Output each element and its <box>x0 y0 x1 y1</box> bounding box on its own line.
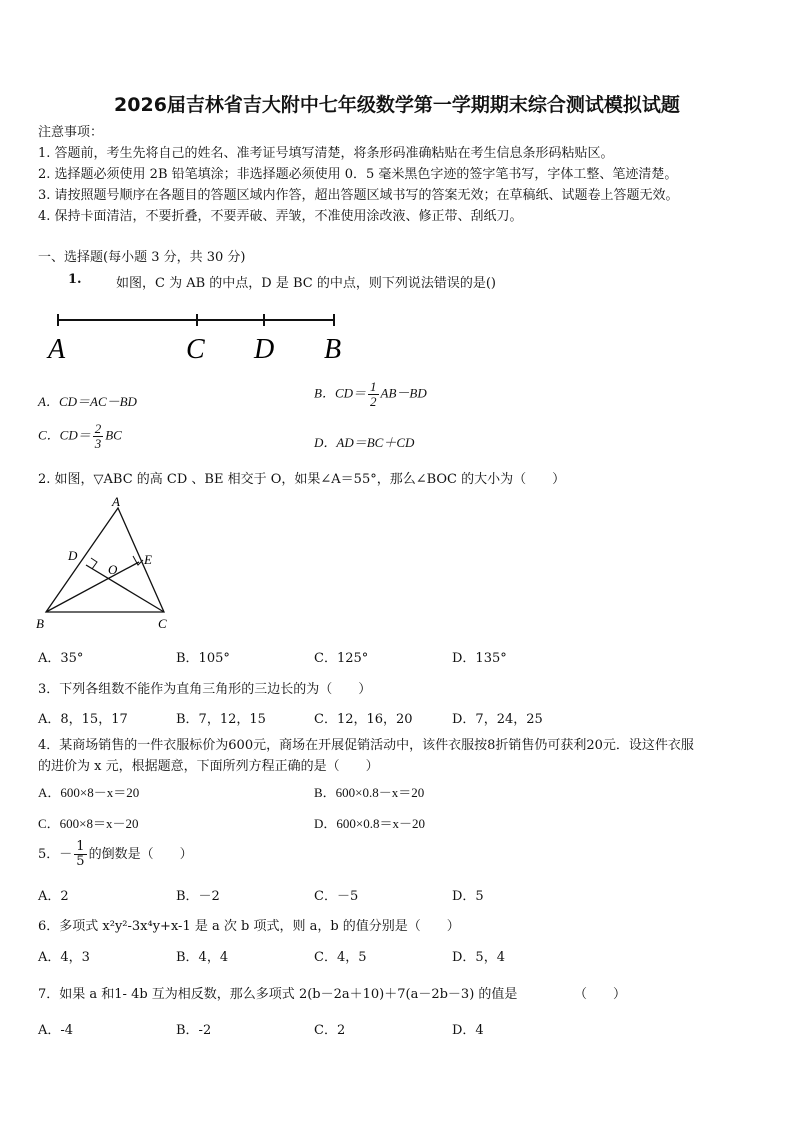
option-b: B．4，4 <box>176 950 229 965</box>
option-b: B．7，12，15 <box>176 712 266 727</box>
option-c: C．－5 <box>314 889 359 904</box>
question-stem <box>38 840 193 869</box>
fraction-denominator: 2 <box>370 394 377 409</box>
answer-paren: （ ） <box>574 987 627 1002</box>
point-label: D <box>254 334 275 365</box>
option-c: C．12，16，20 <box>314 712 413 727</box>
option-b <box>314 380 427 409</box>
question-stem: 7．如果 a 和1- 4b 互为相反数，那么多项式 2(b－2a＋10)＋7(a－2b－3) 的值是 <box>38 987 518 1002</box>
notice-item: 3. 请按照题号顺序在各题目的答题区域内作答，超出答题区域书写的答案无效；在草稿纸、试题卷上答题无效。 <box>38 188 679 203</box>
question-stem: 6．多项式 x²y²-3x⁴y+x-1 是 a 次 b 项式，则 a，b 的值分别是（ ） <box>38 919 460 934</box>
option-a: A．4，3 <box>38 950 90 965</box>
fraction <box>368 380 379 409</box>
stem-prefix: 5．－ <box>38 847 73 862</box>
option-b: B．-2 <box>176 1023 212 1038</box>
fraction-numerator: 2 <box>94 421 102 436</box>
option-a: A．CD＝AC－BD <box>38 394 137 409</box>
option-a: A．8，15，17 <box>38 712 128 727</box>
fraction-denominator: 5 <box>76 854 85 869</box>
option-b: B．105° <box>176 651 230 666</box>
notice-heading: 注意事项： <box>38 125 104 140</box>
question-stem: 如图，C 为 AB 的中点，D 是 BC 的中点，则下列说法错误的是() <box>116 276 496 291</box>
notice-item: 1. 答题前，考生先将自己的姓名、准考证号填写清楚，将条形码准确粘贴在考生信息条形码粘贴区。 <box>38 146 614 161</box>
point-label: B <box>324 334 342 365</box>
section-heading: 一、选择题(每小题 3 分，共 30 分) <box>38 250 246 265</box>
option-b: B．－2 <box>176 889 220 904</box>
option-d: D．600×0.8＝x－20 <box>314 816 425 831</box>
vertex-label: E <box>144 552 152 567</box>
option-b: B．600×0.8－x＝20 <box>314 785 425 800</box>
option-c-prefix: C．CD＝ <box>38 427 91 443</box>
option-a: A．35° <box>38 651 84 666</box>
option-c: C．600×8＝x－20 <box>38 816 139 831</box>
option-c: C．4，5 <box>314 950 367 965</box>
option-d: D．7，24，25 <box>452 712 543 727</box>
option-a: A．2 <box>38 889 69 904</box>
fraction-numerator: 1 <box>76 839 85 854</box>
option-a: A．-4 <box>38 1023 74 1038</box>
vertex-label: C <box>158 616 167 631</box>
option-c-suffix: BC <box>105 427 122 443</box>
stem-suffix: 的倒数是（ ） <box>88 847 193 862</box>
segment-figure <box>42 300 362 368</box>
fraction-numerator: 1 <box>370 379 377 394</box>
fraction <box>93 422 104 451</box>
option-d: D．5，4 <box>452 950 505 965</box>
question-stem: 4．某商场销售的一件衣服标价为600元，商场在开展促销活动中，该件衣服按8折销售仍可获利20元．设这件衣服 <box>38 738 694 753</box>
option-a: A．600×8－x＝20 <box>38 785 140 800</box>
question-stem-continued: 的进价为 x 元，根据题意，下面所列方程正确的是（ ） <box>38 759 379 774</box>
question-number: 1. <box>68 272 82 287</box>
option-d: D．5 <box>452 889 484 904</box>
notice-item: 2. 选择题必须使用 2B 铅笔填涂；非选择题必须使用 0．5 毫米黑色字迹的签字笔书写，字体工整、笔迹清楚。 <box>38 167 678 182</box>
option-d: D．4 <box>452 1023 484 1038</box>
page-title: 2026届吉林省吉大附中七年级数学第一学期期末综合测试模拟试题 <box>114 94 680 116</box>
question-stem: 2. 如图，▽ABC 的高 CD 、BE 相交于 O，如果∠A＝55°，那么∠BOC 的大小为（ ） <box>38 472 566 487</box>
triangle-figure <box>30 494 180 634</box>
vertex-label: D <box>68 548 78 563</box>
option-c: C．125° <box>314 651 369 666</box>
option-c: C．2 <box>314 1023 346 1038</box>
fraction <box>74 840 86 869</box>
option-b-suffix: AB－BD <box>380 385 427 401</box>
question-stem: 3．下列各组数不能作为直角三角形的三边长的为（ ） <box>38 682 372 697</box>
vertex-label: B <box>36 616 44 631</box>
fraction-denominator: 3 <box>94 436 102 451</box>
vertex-label: A <box>112 494 120 509</box>
option-d: D．AD＝BC＋CD <box>314 435 415 450</box>
option-d: D．135° <box>452 651 507 666</box>
option-b-prefix: B．CD＝ <box>314 385 367 401</box>
vertex-label: O <box>108 562 118 577</box>
option-c <box>38 422 122 451</box>
notice-item: 4. 保持卡面清洁，不要折叠，不要弄破、弄皱，不准使用涂改液、修正带、刮纸刀。 <box>38 209 523 224</box>
point-label: C <box>186 334 205 365</box>
point-label: A <box>48 334 66 365</box>
